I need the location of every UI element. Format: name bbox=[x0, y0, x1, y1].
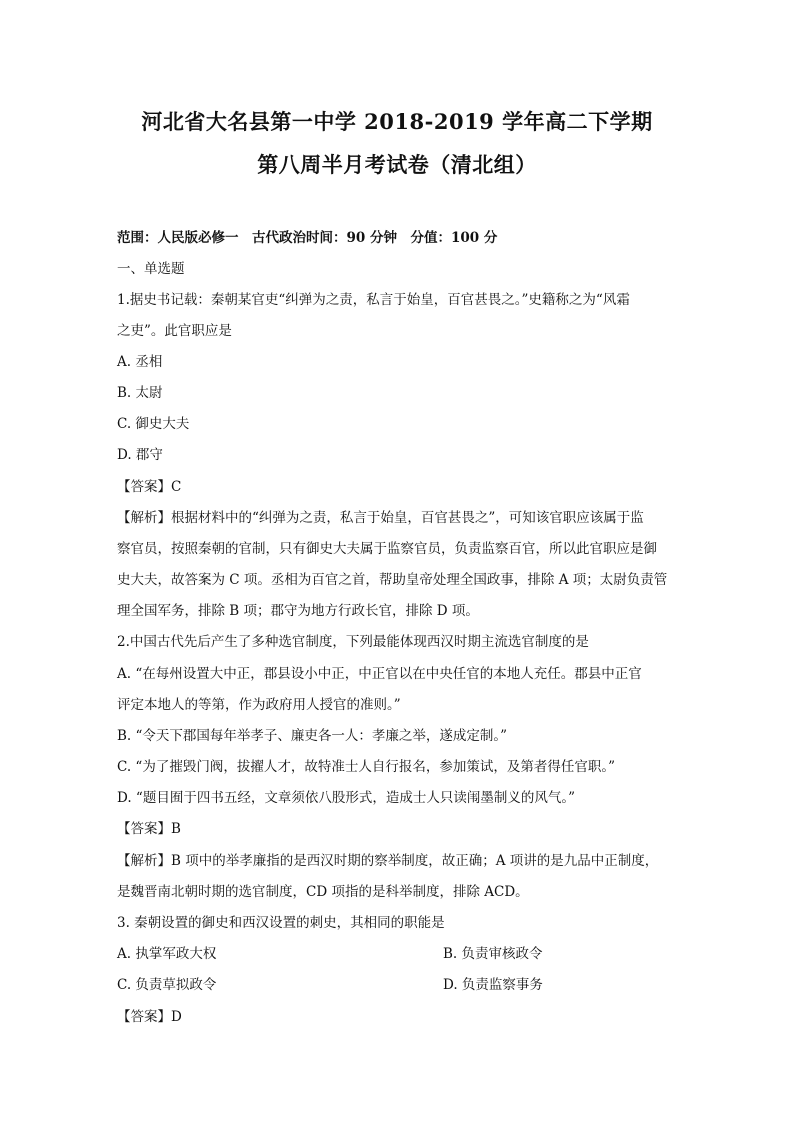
q1-option-c: C. 御史大夫 bbox=[117, 416, 190, 432]
q3-option-c: C. 负责草拟政令 bbox=[117, 977, 217, 993]
q3-option-a: A. 执掌军政大权 bbox=[117, 946, 217, 962]
q1-option-b: B. 太尉 bbox=[117, 385, 163, 401]
q1-option-d: D. 郡守 bbox=[117, 447, 163, 463]
q1-analysis-line-1: 【解析】根据材料中的“纠弹为之责，私言于始皇，百官甚畏之”，可知该官职应该属于监 bbox=[117, 510, 644, 526]
section-heading: 一、单选题 bbox=[117, 261, 185, 277]
q2-option-d: D. “题目囿于四书五经，文章须依八股形式，造成士人只读闱墨制义的风气。” bbox=[117, 790, 575, 806]
q2-option-c: C. “为了摧毁门阀，拔擢人才，故特准士人自行报名，参加策试，及第者得任官职。” bbox=[117, 759, 615, 775]
q1-analysis-line-4: 理全国军务，排除 B 项；郡守为地方行政长官，排除 D 项。 bbox=[117, 603, 479, 619]
exam-meta: 范围：人民版必修一 古代政治时间：90 分钟 分值：100 分 bbox=[117, 230, 498, 246]
q2-option-a-line-2: 评定本地人的等第，作为政府用人授官的准则。” bbox=[117, 697, 401, 713]
q1-stem-line-2: 之吏”。此官职应是 bbox=[117, 323, 232, 339]
q2-option-b: B. “令天下郡国每年举孝子、廉吏各一人：孝廉之举，遂成定制。” bbox=[117, 728, 508, 744]
q1-answer: 【答案】C bbox=[117, 479, 182, 495]
q1-option-a: A. 丞相 bbox=[117, 354, 163, 370]
q2-analysis-line-2: 是魏晋南北朝时期的选官制度，CD 项指的是科举制度，排除 ACD。 bbox=[117, 884, 529, 900]
q1-stem-line-1: 1.据史书记载：秦朝某官吏“纠弹为之责，私言于始皇，百官甚畏之。”史籍称之为“风霜 bbox=[117, 292, 630, 308]
q1-analysis-line-2: 察官员，按照秦朝的官制，只有御史大夫属于监察官员，负责监察百官，所以此官职应是御 bbox=[117, 541, 657, 557]
exam-title-line-2: 第八周半月考试卷（清北组） bbox=[257, 152, 537, 177]
q2-option-a-line-1: A. “在每州设置大中正，郡县设小中正，中正官以在中央任官的本地人充任。郡县中正官 bbox=[117, 666, 642, 682]
q2-answer: 【答案】B bbox=[117, 821, 181, 837]
q3-option-b: B. 负责审核政令 bbox=[443, 946, 543, 962]
q2-stem: 2.中国古代先后产生了多种选官制度，下列最能体现西汉时期主流选官制度的是 bbox=[117, 634, 589, 650]
exam-title-line-1: 河北省大名县第一中学 2018-2019 学年高二下学期 bbox=[141, 109, 653, 134]
q3-stem: 3. 秦朝设置的御史和西汉设置的刺史，其相同的职能是 bbox=[117, 915, 445, 931]
q3-answer: 【答案】D bbox=[117, 1009, 182, 1025]
q3-option-d: D. 负责监察事务 bbox=[443, 977, 543, 993]
q2-analysis-line-1: 【解析】B 项中的举孝廉指的是西汉时期的察举制度，故正确；A 项讲的是九品中正制度， bbox=[117, 853, 659, 869]
q1-analysis-line-3: 史大夫，故答案为 C 项。丞相为百官之首，帮助皇帝处理全国政事，排除 A 项；太尉负责管 bbox=[117, 572, 668, 588]
